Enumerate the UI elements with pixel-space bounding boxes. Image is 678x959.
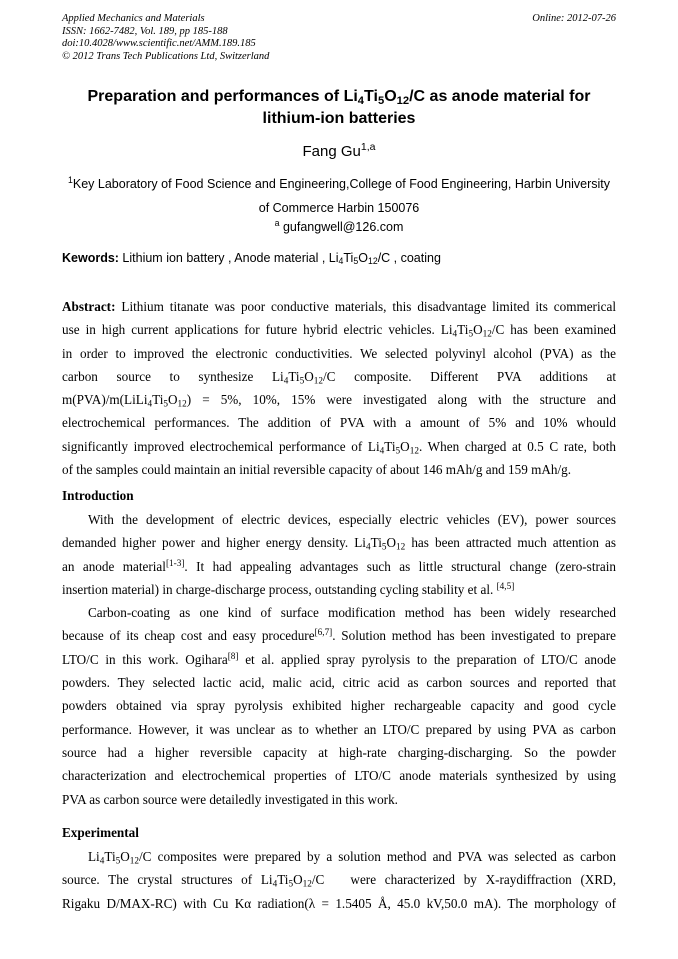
- abstract-line: in order to improved the electronic conductivities. We selected polyvinyl alcohol (PVA) as the: [62, 345, 616, 361]
- affiliation-line-2: of Commerce Harbin 150076: [258, 201, 420, 215]
- intro-line: PVA as carbon source were detailedly investigated in this work.: [62, 791, 398, 807]
- experimental-line: source. The crystal structures of $Li_4Ti_5O_{12}/C$ were characterized by X-raydiffraction (XRD,: [62, 872, 616, 889]
- intro-line: powders. They selected lactic acid, malic acid, citric acid as carbon sources and reported that: [62, 675, 616, 691]
- intro-line: LTO/C in this work. Ogihara[8] et al. applied spray pyrolysis to the preparation of LTO/C anode: [62, 650, 616, 667]
- intro-line: characterization and electrochemical properties of LTO/C anode materials synthesized by using: [62, 768, 616, 784]
- abstract: [62, 295, 616, 481]
- issn-line: ISSN: 1662-7482, Vol. 189, pp 185-188: [62, 25, 228, 37]
- paper-title: [62, 86, 616, 130]
- experimental-body: [62, 845, 616, 915]
- intro-line: demanded higher power and higher energy density. $Li_4Ti_5O_{12}$ has been attracted much attention as: [62, 535, 616, 552]
- intro-line: Carbon-coating as one kind of surface modification method has been widely researched: [88, 605, 616, 621]
- introduction-heading: Introduction: [62, 488, 134, 503]
- affiliation-line-1: $^1$Key Laboratory of Food Science and Engineering,College of Food Engineering, Harbin University: [68, 175, 610, 191]
- keywords-label: Kewords:: [62, 251, 119, 265]
- experimental-heading: Experimental: [62, 825, 139, 840]
- copyright-line: © 2012 Trans Tech Publications Ltd, Switzerland: [62, 50, 270, 62]
- keywords: Kewords: Lithium ion battery , Anode material , $Li_4Ti_5O_{12}/C$ , coating: [62, 251, 441, 267]
- intro-line: because of its cheap cost and easy procedure[6,7]. Solution method has been investigated to prepare: [62, 627, 616, 644]
- intro-line: an anode material[1-3]. It had appealing advantages such as little structural change (zero-strain: [62, 557, 616, 574]
- intro-line: powders obtained via spray pyrolysis exhibited higher rechargeable capacity and good cycle: [62, 698, 616, 714]
- intro-line: performance. However, it was unclear as to whether an LTO/C prepared by using PVA as carbon: [62, 721, 616, 737]
- abstract-line: carbon source to synthesize $Li_4Ti_5O_{12}/C$ composite. Different PVA additions at: [62, 368, 616, 386]
- abstract-line: $m(PVA)/m(LiLi_4Ti_5O_{12}) = 5\%$, 10%, 15% were investigated along with the structure and: [62, 392, 616, 409]
- intro-line: source had a higher reversible capacity at high-rate charging-discharging. So the powder: [62, 744, 616, 760]
- doi-line: doi:10.4028/www.scientific.net/AMM.189.185: [62, 38, 256, 49]
- title-line-1: Preparation and performances of $Li_4Ti_5O_{12}/C$ as anode material for: [87, 88, 591, 107]
- abstract-line: of the samples could maintain an initial reversible capacity of about 146 mAh/g and 159 mAh/g.: [62, 462, 572, 478]
- intro-line: With the development of electric devices, especially electric vehicles (EV), power sources: [88, 512, 616, 527]
- author: Fang Gu$^{1,a}$: [302, 141, 376, 160]
- title-line-2: lithium-ion batteries: [262, 110, 416, 127]
- experimental-line: $Li_4Ti_5O_{12}/C$ composites were prepared by a solution method and PVA was selected as carbon: [88, 849, 616, 866]
- experimental-line: Rigaku D/MAX-RC) with Cu Kα radiation(λ = 1.5405 Å, 45.0 kV,50.0 mA). The morphology of: [62, 895, 616, 911]
- online-date: Online: 2012-07-26: [532, 13, 616, 24]
- affiliation: [62, 172, 616, 220]
- introduction-body: [62, 508, 616, 811]
- abstract-line: use in high current applications for future hybrid electric vehicles. $Li_4Ti_5O_{12}/C$ has been examined: [62, 322, 616, 339]
- abstract-line: electrochemical performances. The addition of PVA with a amount of 5% and 10% whould: [62, 415, 616, 431]
- journal-name: Applied Mechanics and Materials: [62, 13, 205, 24]
- journal-header: [62, 13, 269, 63]
- author-email: $^a$ gufangwell@126.com: [274, 218, 404, 234]
- intro-line: insertion material) in charge-discharge process, outstanding cycling stability et al. [4,5]: [62, 580, 515, 597]
- abstract-line: Abstract: Lithium titanate was poor conductive materials, this disadvantage limited its commerical: [62, 299, 616, 314]
- abstract-line: significantly improved electrochemical performance of $Li_4Ti_5O_{12}$. When charged at 0.5 C rate, both: [62, 438, 617, 456]
